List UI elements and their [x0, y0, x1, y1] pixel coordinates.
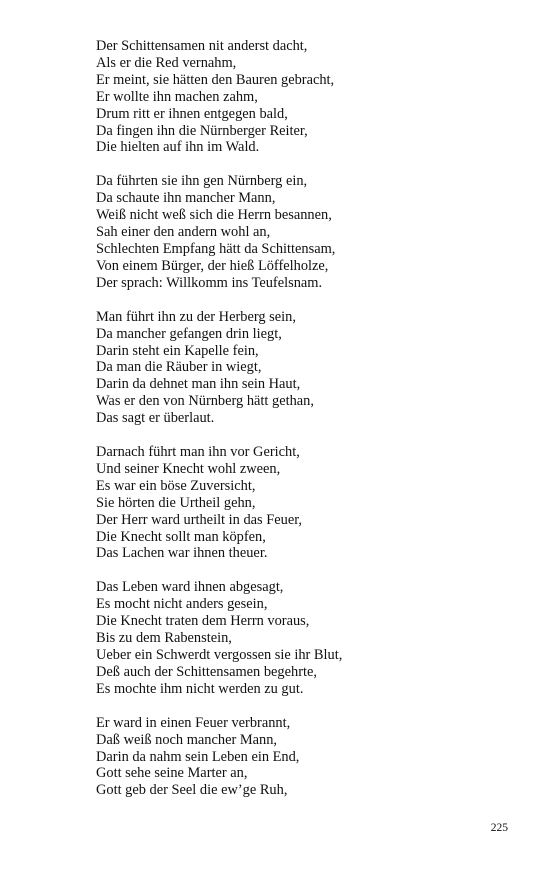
verse-line: Da führten sie ihn gen Nürnberg ein, [96, 173, 308, 190]
verse-line: Weiß nicht weß sich die Herrn besannen, [96, 207, 332, 224]
verse-line: Das sagt er überlaut. [96, 410, 215, 427]
verse-line: Da man die Räuber in wiegt, [96, 359, 262, 376]
verse-line: Und seiner Knecht wohl zween, [96, 460, 281, 477]
verse-line: Darnach führt man ihn vor Gericht, [96, 444, 300, 461]
verse-line: Der Schittensamen nit anderst dacht, [96, 38, 308, 54]
verse-line: Das Lachen war ihnen theuer. [96, 545, 268, 562]
verse-line: Die hielten auf ihn im Wald. [96, 139, 260, 156]
verse-line: Er meint, sie hätten den Bauren gebracht, [96, 71, 335, 88]
verse-line: Gott sehe seine Marter an, [96, 765, 248, 782]
verse-line: Der sprach: Willkomm ins Teufelsnam. [96, 274, 323, 291]
verse-line: Sie hörten die Urtheil gehn, [96, 494, 256, 511]
verse-line: Was er den von Nürnberg hätt gethan, [96, 393, 314, 410]
verse-line: Da mancher gefangen drin liegt, [96, 325, 282, 342]
verse-line: Es mochte ihm nicht werden zu gut. [96, 680, 304, 697]
verse-line: Darin da dehnet man ihn sein Haut, [96, 376, 301, 393]
verse-line: Als er die Red vernahm, [96, 54, 237, 71]
verse-line: Darin da nahm sein Leben ein End, [96, 748, 300, 765]
verse-line: Es war ein böse Zuversicht, [96, 477, 256, 494]
verse-line: Schlechten Empfang hätt da Schittensam, [96, 240, 336, 257]
verse-line: Drum ritt er ihnen entgegen bald, [96, 105, 288, 122]
verse-line: Da schaute ihn mancher Mann, [96, 190, 276, 207]
verse-line: Die Knecht sollt man köpfen, [96, 528, 266, 545]
stanza [96, 309, 516, 427]
verse-line: Das Leben ward ihnen abgesagt, [96, 579, 284, 596]
stanza [96, 579, 516, 697]
stanza [96, 715, 516, 800]
verse-line: Man führt ihn zu der Herberg sein, [96, 308, 296, 325]
page-number: 225 [490, 822, 508, 834]
verse-line: Daß weiß noch mancher Mann, [96, 731, 278, 748]
verse-line: Darin steht ein Kapelle fein, [96, 342, 259, 359]
verse-line: Gott geb der Seel die ew’ge Ruh, [96, 782, 288, 799]
verse-line: Sah einer den andern wohl an, [96, 224, 271, 241]
verse-line: Von einem Bürger, der hieß Löffelholze, [96, 257, 329, 274]
verse-line: Bis zu dem Rabenstein, [96, 630, 232, 647]
verse-line: Ueber ein Schwerdt vergossen sie ihr Blut, [96, 647, 343, 663]
stanza [96, 38, 516, 156]
verse-line: Es mocht nicht anders gesein, [96, 596, 268, 613]
verse-line: Er wollte ihn machen zahm, [96, 88, 258, 105]
verse-line: Er ward in einen Feuer verbrannt, [96, 714, 291, 731]
verse-line: Die Knecht traten dem Herrn voraus, [96, 613, 310, 630]
stanza [96, 173, 516, 291]
verse-line: Da fingen ihn die Nürnberger Reiter, [96, 122, 308, 139]
poem-text [96, 38, 516, 816]
stanza [96, 444, 516, 562]
verse-line: Der Herr ward urtheilt in das Feuer, [96, 511, 303, 528]
verse-line: Deß auch der Schittensamen begehrte, [96, 663, 317, 680]
